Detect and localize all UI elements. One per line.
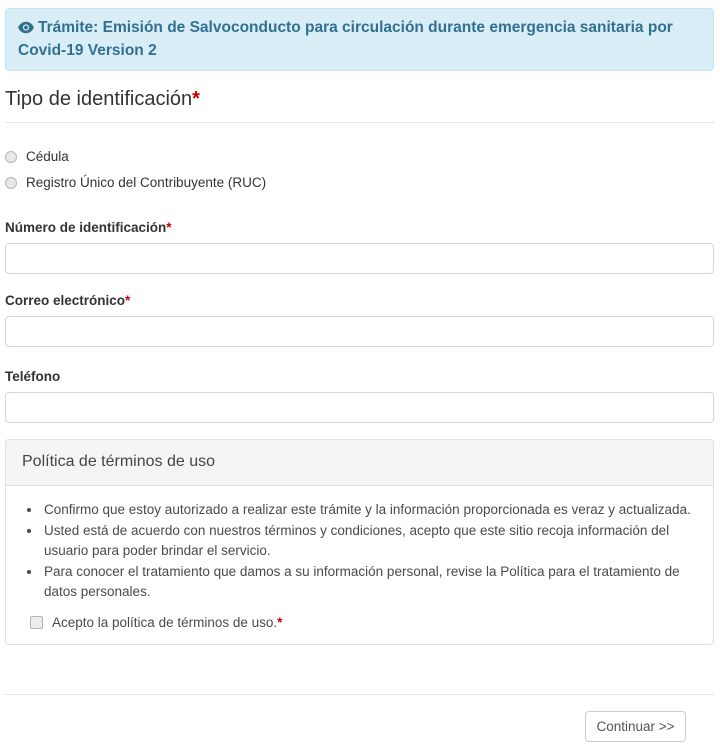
continue-button[interactable]: Continuar >> xyxy=(585,711,686,742)
footer-divider xyxy=(5,694,714,695)
heading-divider xyxy=(5,122,714,123)
list-item: • Confirmo que estoy autorizado a realizar este trámite y la información proporcionada es veraz y actualizada. xyxy=(42,500,699,520)
correo-electronico-input[interactable] xyxy=(5,316,714,347)
radio-option-ruc[interactable] xyxy=(5,174,266,192)
eye-icon xyxy=(18,19,34,40)
policy-panel xyxy=(5,439,714,645)
radio-icon[interactable] xyxy=(5,151,17,163)
label-text: Teléfono xyxy=(5,369,61,384)
tramite-info-banner xyxy=(5,8,714,71)
required-asterisk: * xyxy=(277,615,283,630)
telefono-input[interactable] xyxy=(5,392,714,423)
accept-policy-checkbox[interactable] xyxy=(30,616,43,629)
policy-bullet-list xyxy=(20,500,699,602)
radio-icon[interactable] xyxy=(5,177,17,189)
label-telefono xyxy=(5,368,60,386)
required-asterisk: * xyxy=(166,220,172,235)
radio-label-cedula: Cédula xyxy=(26,149,69,164)
banner-text: Trámite: Emisión de Salvoconducto para circulación durante emergencia sanitaria por Covid-19 Version 2 xyxy=(18,19,673,59)
required-asterisk: * xyxy=(125,293,131,308)
policy-panel-body xyxy=(6,486,713,644)
radio-label-ruc: Registro Único del Contribuyente (RUC) xyxy=(26,175,267,190)
numero-identificacion-input[interactable] xyxy=(5,243,714,274)
required-asterisk: * xyxy=(192,88,200,110)
section-heading-text: Tipo de identificación xyxy=(5,88,193,110)
accept-policy-label: Acepto la política de términos de uso. xyxy=(52,615,278,630)
label-numero-identificacion xyxy=(5,219,172,237)
label-correo-electronico xyxy=(5,292,130,310)
label-text: Número de identificación xyxy=(5,220,167,235)
list-item: • Usted está de acuerdo con nuestros términos y condiciones, acepto que este sitio recoja información del usuario para poder brindar el servicio. xyxy=(42,521,699,561)
page-title xyxy=(5,86,200,112)
radio-option-cedula[interactable] xyxy=(5,148,69,166)
list-item: • Para conocer el tratamiento que damos a su información personal, revise la Política para el tratamiento de datos personales. xyxy=(42,562,699,602)
policy-panel-title: Política de términos de uso xyxy=(6,440,713,486)
label-text: Correo electrónico xyxy=(5,293,126,308)
accept-policy-row[interactable] xyxy=(30,614,699,632)
